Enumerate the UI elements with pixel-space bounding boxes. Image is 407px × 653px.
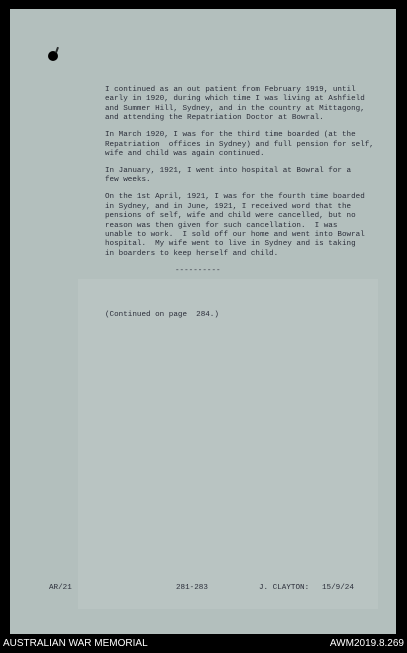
separator-line: ---------- — [175, 266, 221, 275]
caption-source: AUSTRALIAN WAR MEMORIAL — [3, 638, 148, 649]
paragraph-hospital: In January, 1921, I went into hospital at Bowral for a few weeks. — [105, 167, 352, 185]
caption-id: AWM2019.8.269 — [329, 638, 404, 649]
punch-mark — [55, 47, 59, 53]
footer-ref: AR/21 — [49, 584, 72, 592]
paragraph-third-board: In March 1920, I was for the third time boarded (at the Repatriation offices in Sydney) and full pension for self, wife and child was again continued. — [105, 131, 374, 159]
page-shading — [78, 279, 378, 609]
typed-body — [105, 86, 385, 276]
footer-date: 15/9/24 — [322, 584, 354, 592]
paragraph-outpatient: I continued as an out patient from February 1919, until early in 1920, during which time I was living at Ashfield and Summer Hill, Sydney, and in the country at Mittagong, and attending the Repatriation Doctor at Bowral. — [105, 86, 365, 123]
footer-pages: 281-283 — [176, 584, 208, 592]
footer-name: J. CLAYTON: — [259, 584, 310, 592]
continued-note: (Continued on page 284.) — [105, 311, 219, 319]
paragraph-fourth-board: On the 1st April, 1921, I was for the fourth time boarded in Sydney, and in June, 1921, I received word that the pensions of self, wife and child were cancelled, but no reason was then given for such cancellation. I was unable to work. I sold off our home and went into Bowral hospital. My wife went to live in Sydney and is taking in boarders to keep herself and child. — [105, 193, 365, 258]
